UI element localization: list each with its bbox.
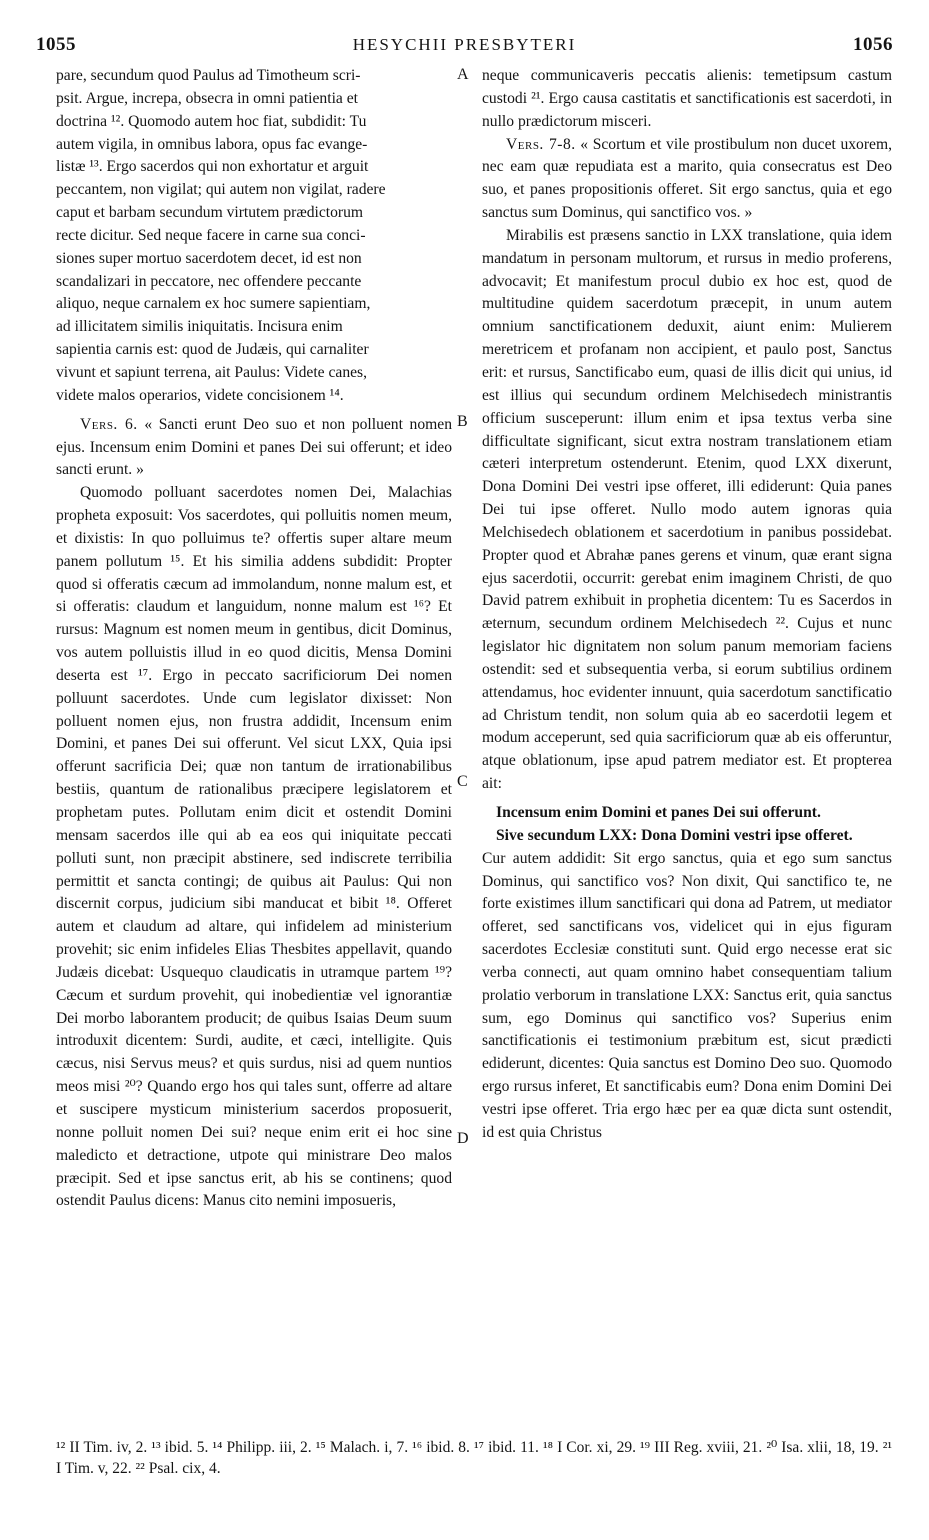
verse-label: Vers. 7-8. (506, 135, 576, 153)
margin-marker-b: B (457, 413, 468, 430)
text-line: ad illicitatem similis iniquitatis. Incisura enim (56, 318, 343, 336)
verse-label: Vers. 6. (80, 415, 138, 433)
commentary-paragraph: Mirabilis est præsens sanctio in LXX translatione, quia idem mandatum in personam multorum, et rursus in medio proferens, advocavit; Et manifestum procul dubio ex hoc est, quod de multitudine quidem sacerdotum præcepit, in unum autem omnium sanctificationem deduxit, aiunt enim: Mulierem meretricem et profanam non accipient, et paulo post, Sanctus erit: et rursus, Sanctificabo eum, quasi de illis dicit qui unius, id est illius qui secundum ordinem Melchisedech ministrantis officium susceperunt: illum enim et ipsa textus verba sine difficultate significant, sicut extra nostram translationem etiam cæteri interpretum ostenderunt. Etenim, quod LXX dixerunt, Dona Domini Dei vestri ipse offeret, illi ediderunt: Quia panes Dei tui ipse offeret. Nullo modo autem ignoras quia Melchisedech oblationem et sacerdotium in panibus possidebat. Propter quod et Abrahæ panes gerens et vinum, quæ erant signa ejus sacerdotii, occurrit: gerebat enim imaginem Christi, de quo David patrem exhibuit in prophetia dicentem: Tu es Sacerdos in æternum, secundum ordinem Melchisedech ²². Cujus et nunc legislator hic dignitatem non solum panum memoriam faciens ostendit: sed et subsequentia verba, si eorum subtilius ordinem attendamus, hoc evidenter innuunt, quia sacerdotum sanctificatio ad Christum tendit, non solum quia ab eo sacerdotii legem et modum acceperunt, sed quia sacrificiorum quæ ab eis offeruntur, atque oblationum, ipse apud patrem mediator est. Et propterea ait: (482, 226, 892, 793)
text-line: vivunt et sapiunt terrena, ait Paulus: Videte canes, (56, 363, 367, 381)
verse-text: « Scortum et vile prostibulum non ducet uxorem, nec eam quæ repudiata est a marito, quia consecratus est Deo suo, et panes propositionis offeret. Sit ergo sanctus, quia et ego sanctus sum Dominus, qui sanctifico vos. » (482, 135, 892, 222)
right-column (482, 65, 892, 1145)
commentary-paragraph: Quomodo polluant sacerdotes nomen Dei, Malachias propheta exposuit: Vos sacerdotes, qui polluitis nomen meum, et dixistis: In quo polluimus te? offertis super altare meum panem pollutum ¹⁵. Et his similia addens subdidit: Propter quod si offeratis cæcum ad immolandum, nonne malum est, et si offeratis: claudum et languidum, nonne malum est ¹⁶? Et rursus: Magnum est nomen meum in gentibus, dicit Dominus, vos autem polluistis illud in eo quod dicitis, Mensa Domini deserta est ¹⁷. Ergo in peccato sacrificiorum Dei nomen polluunt sacerdotes. Unde cum legislator dixisset: Non polluent nomen ejus, non frustra addidit, Incensum enim Domini, et panes Dei sui offerunt. Vel sicut LXX, Quia ipsi offerunt sacrificia Dei; quæ non tantum de irrationabilibus bestiis, quantum de rationalibus præcipere legislatorem et prophetam putes. Pollutam enim dicit et ostendit Domini mensam sacerdos ille qui ab ea eos qui iniquitate peccati polluti sunt, non præcipit abstinere, sed indiscrete terribilia permittit et sancta contingi; de quibus ait Paulus: Qui non discernit corpus, judicium sibi manducat et bibit ¹⁸. Offeret autem et claudum ad altare, qui infidelem ad ministerium provehit; sic enim infideles Elias Thesbites appellavit, quando Judæis dicebat: Usquequo claudicatis in utramque partem ¹⁹? Cæcum et surdum provehit, qui inobedientiæ vel ignorantiæ Dei morbo laborantem producit; de quibus Isaias Deum suum introduxit dicentem: Surdi, audite, et cæci, intelligite. Quis cæcus, nisi Servus meus? et quis surdus, nisi ad quem nuntios meos misi ²⁰? Quando ergo hos qui tales sunt, offerre ad altare et suscipere mysticum ministerium sacerdos proposuerit, nonne polluit nomen Dei sui? neque enim erit ei hoc sine maledicto et detractione, utpote qui ministrare Deo malos præcipit. Sed et ipse sanctus erit, ab his se continens; quod ostendit Paulus dicens: Manus cito nemini imposueris, (56, 484, 452, 1210)
verse-6-paragraph (56, 414, 452, 483)
text-line: psit. Argue, increpa, obsecra in omni patientia et (56, 89, 358, 107)
left-opening-lines (56, 65, 452, 408)
continuation-paragraph: neque communicaveris peccatis alienis: temetipsum castum custodi ²¹. Ergo causa castitatis et sanctificationis est sacerdoti, in nullo prædictorum misceri. (482, 67, 892, 130)
text-line: peccantem, non vigilat; qui autem non vigilat, radere (56, 181, 386, 199)
text-line: doctrina ¹². Quomodo autem hoc fiat, subdidit: Tu (56, 112, 367, 130)
running-title: HESYCHII PRESBYTERI (352, 35, 577, 54)
text-line: recte dicitur. Sed neque facere in carne sua conci- (56, 226, 366, 244)
text-line: aliquo, neque carnalem ex hoc sumere sapientiam, (56, 295, 371, 313)
footnotes: ¹² II Tim. iv, 2. ¹³ ibid. 5. ¹⁴ Philipp. iii, 2. ¹⁵ Malach. i, 7. ¹⁶ ibid. 8. ¹⁷ ibid. 11. ¹⁸ I Cor. xi, 29. ¹⁹ III Reg. xviii, 21. ²⁰ Isa. xlii, 18, 19. ²¹ I Tim. v, 22. ²² Psal. cix, 4. (56, 1439, 892, 1477)
text-line: caput et barbam secundum virtutem prædictorum (56, 204, 364, 222)
verse-text: « Sancti erunt Deo suo et non polluent nomen ejus. Incensum enim Domini et panes Dei sui offerunt; et ideo sancti erunt. » (56, 415, 452, 479)
text-line: videte malos operarios, videte concisionem ¹⁴. (56, 386, 344, 404)
text-line: pare, secundum quod Paulus ad Timotheum scri- (56, 67, 361, 84)
text-line: siones super mortuo sacerdotem decet, id est non (56, 249, 362, 267)
text-line: sapientia carnis est: quod de Judæis, qui carnaliter (56, 341, 369, 359)
commentary-paragraph: Cur autem addidit: Sit ergo sanctus, quia et ego sum sanctus Dominus, qui sanctifico vos? Non dixit, Qui sanctifico te, ne forte existimes illum sanctificari qui dona ad Patrem, ut mediator offeret, sed sanctificans vos, videlicet qui in ejus figuram sacerdotes Ecclesiæ constituti sunt. Quid ergo necesse erat sic verba connecti, aut quam omnino habet consequentiam talium prolatio verborum in translatione LXX: Sanctus erit, quia sanctus sum, ego Dominus qui sanctifico vos? Superius enim sanctificationis ei testimonium præbitum est, sicut prædicti ediderunt, dicentes: Quia sanctus est Domino Deo suo. Quomodo ergo rursus inferet, Et sanctificabis eum? Dona enim Domini Dei vestri ipse offeret. Tria ergo hæc per ea quæ dicta sunt ostendit, id est quia Christus (482, 849, 892, 1141)
bold-quote-line: Incensum enim Domini et panes Dei sui offerunt. (496, 804, 821, 821)
margin-marker-d: D (457, 1130, 469, 1147)
page-number-left: 1055 (36, 34, 76, 55)
text-line: listæ ¹³. Ergo sacerdos qui non exhortatur et arguit (56, 158, 369, 176)
margin-marker-a: A (457, 66, 469, 83)
margin-marker-c: C (457, 773, 468, 790)
bold-quote-line: Sive secundum LXX: Dona Domini vestri ipse offeret. (496, 826, 853, 844)
verse-7-8-paragraph (482, 134, 892, 225)
text-line: autem vigila, in omnibus labora, opus fac evange- (56, 135, 368, 153)
page-header (36, 34, 893, 58)
left-column (56, 65, 452, 1213)
page-number-right: 1056 (853, 34, 893, 55)
text-line: scandalizari in peccatore, nec offendere peccante (56, 272, 362, 290)
